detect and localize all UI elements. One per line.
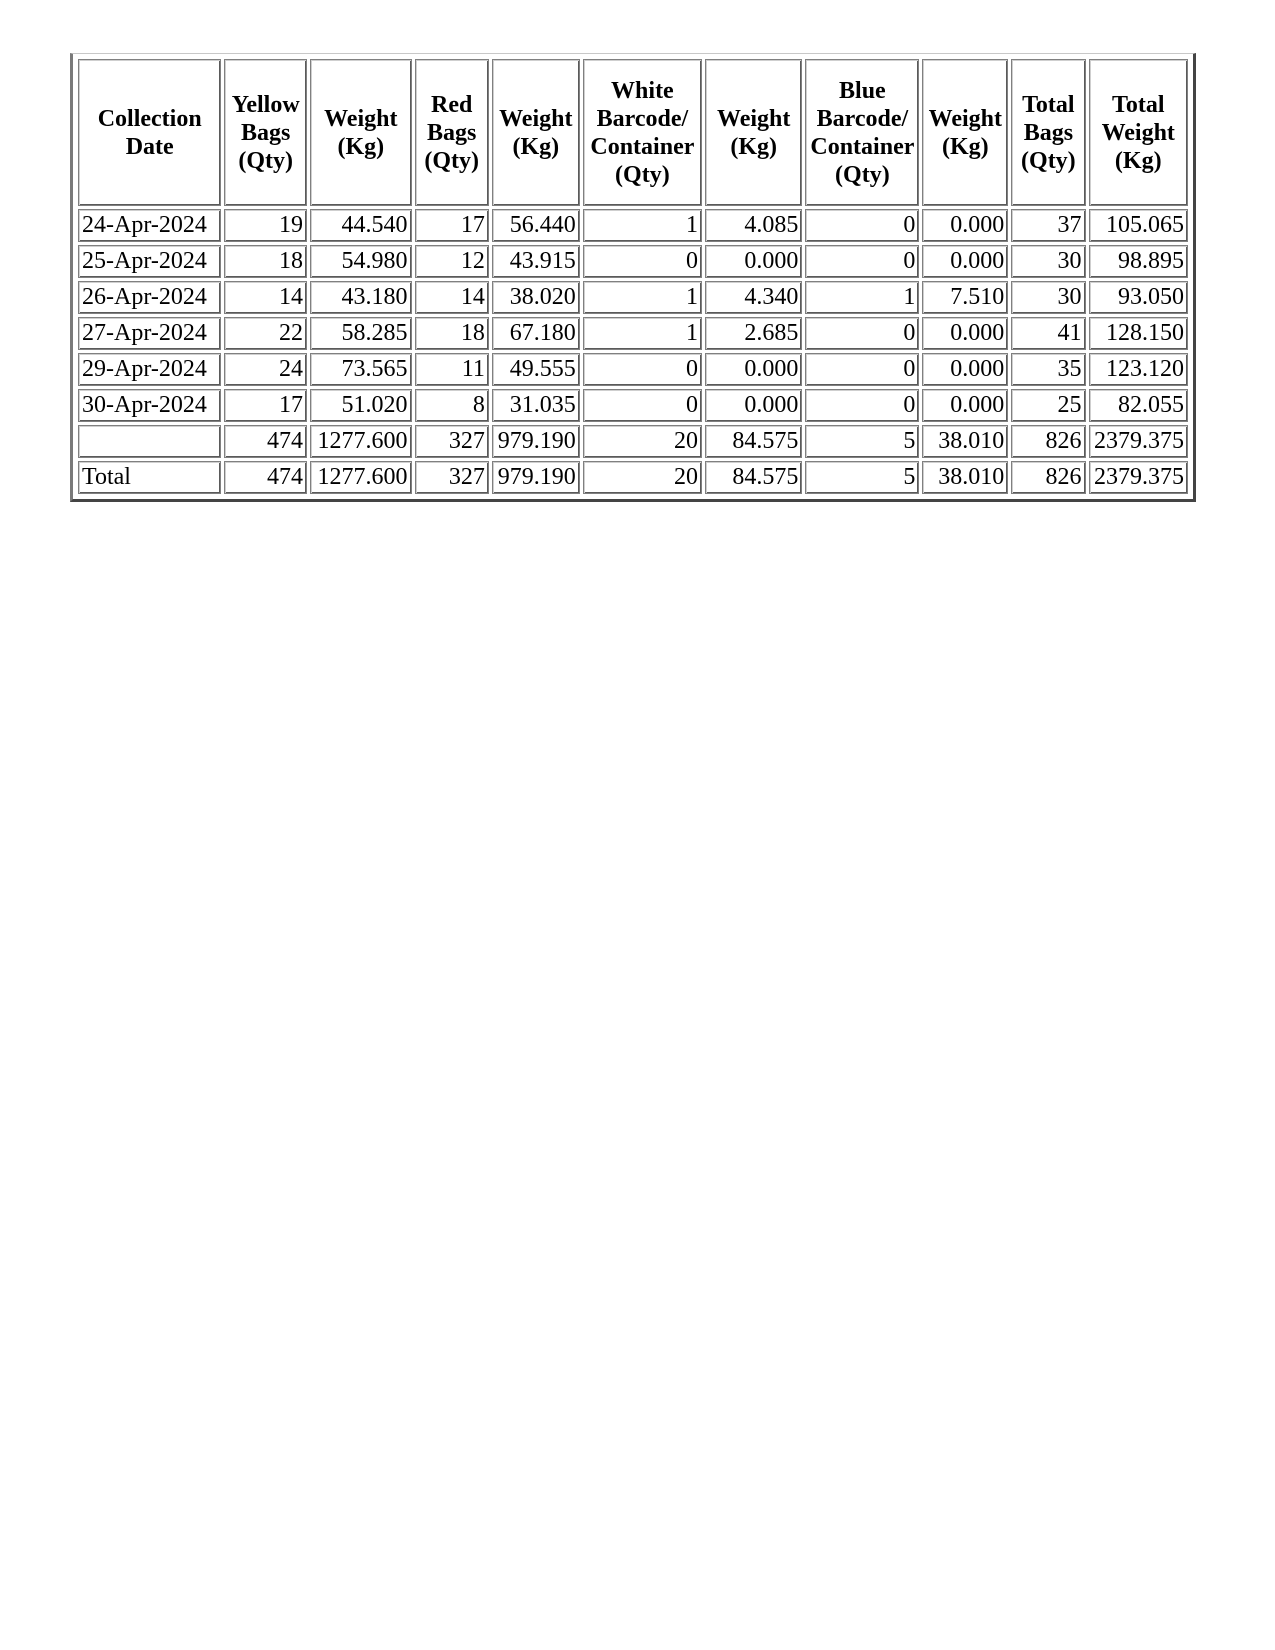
cell-red-bags: 8	[415, 389, 489, 422]
cell-white-container: 0	[583, 245, 702, 278]
cell-yellow-bags: 18	[224, 245, 307, 278]
cell-blue-weight: 0.000	[922, 389, 1008, 422]
cell-total-bags: 30	[1011, 245, 1085, 278]
cell-yellow-weight: 58.285	[310, 317, 412, 350]
cell-collection-date: Total	[78, 461, 221, 494]
cell-white-container: 20	[583, 461, 702, 494]
cell-collection-date: 27-Apr-2024	[78, 317, 221, 350]
cell-collection-date	[78, 425, 221, 458]
cell-white-weight: 2.685	[705, 317, 802, 350]
collection-report-table	[75, 56, 1191, 497]
cell-blue-container: 0	[805, 317, 919, 350]
cell-yellow-weight: 54.980	[310, 245, 412, 278]
header-yellow-weight: Weight (Kg)	[310, 59, 412, 206]
cell-collection-date: 30-Apr-2024	[78, 389, 221, 422]
cell-white-weight: 4.340	[705, 281, 802, 314]
cell-white-weight: 0.000	[705, 389, 802, 422]
cell-total-bags: 37	[1011, 209, 1085, 242]
cell-white-container: 1	[583, 209, 702, 242]
cell-total-bags: 826	[1011, 425, 1085, 458]
cell-red-weight: 49.555	[492, 353, 580, 386]
cell-white-container: 20	[583, 425, 702, 458]
table-row	[78, 245, 1188, 278]
cell-yellow-bags: 22	[224, 317, 307, 350]
cell-total-weight: 98.895	[1089, 245, 1188, 278]
cell-yellow-weight: 51.020	[310, 389, 412, 422]
cell-yellow-bags: 14	[224, 281, 307, 314]
header-collection-date: Collection Date	[78, 59, 221, 206]
table-row	[78, 461, 1188, 494]
cell-white-container: 0	[583, 389, 702, 422]
cell-red-weight: 67.180	[492, 317, 580, 350]
cell-total-weight: 105.065	[1089, 209, 1188, 242]
cell-yellow-weight: 1277.600	[310, 461, 412, 494]
header-white-container: White Barcode/ Container (Qty)	[583, 59, 702, 206]
cell-red-bags: 12	[415, 245, 489, 278]
cell-blue-weight: 7.510	[922, 281, 1008, 314]
cell-yellow-weight: 73.565	[310, 353, 412, 386]
header-total-bags: Total Bags (Qty)	[1011, 59, 1085, 206]
cell-total-weight: 2379.375	[1089, 425, 1188, 458]
cell-yellow-bags: 474	[224, 461, 307, 494]
cell-white-weight: 0.000	[705, 245, 802, 278]
cell-white-weight: 84.575	[705, 425, 802, 458]
cell-blue-weight: 38.010	[922, 461, 1008, 494]
cell-red-bags: 14	[415, 281, 489, 314]
cell-white-container: 1	[583, 281, 702, 314]
cell-white-weight: 0.000	[705, 353, 802, 386]
cell-blue-weight: 0.000	[922, 353, 1008, 386]
cell-red-weight: 43.915	[492, 245, 580, 278]
cell-total-bags: 30	[1011, 281, 1085, 314]
cell-red-bags: 18	[415, 317, 489, 350]
cell-white-container: 1	[583, 317, 702, 350]
collection-report-table-frame	[70, 53, 1196, 502]
cell-total-bags: 35	[1011, 353, 1085, 386]
header-blue-weight: Weight (Kg)	[922, 59, 1008, 206]
cell-blue-weight: 0.000	[922, 245, 1008, 278]
header-white-weight: Weight (Kg)	[705, 59, 802, 206]
cell-total-weight: 82.055	[1089, 389, 1188, 422]
cell-white-container: 0	[583, 353, 702, 386]
header-blue-container: Blue Barcode/ Container (Qty)	[805, 59, 919, 206]
cell-blue-weight: 0.000	[922, 317, 1008, 350]
cell-red-bags: 327	[415, 461, 489, 494]
cell-collection-date: 26-Apr-2024	[78, 281, 221, 314]
cell-yellow-weight: 44.540	[310, 209, 412, 242]
cell-yellow-weight: 1277.600	[310, 425, 412, 458]
cell-total-weight: 128.150	[1089, 317, 1188, 350]
report-body	[78, 209, 1188, 494]
table-row	[78, 281, 1188, 314]
cell-red-bags: 327	[415, 425, 489, 458]
cell-yellow-bags: 24	[224, 353, 307, 386]
table-row	[78, 317, 1188, 350]
cell-total-weight: 123.120	[1089, 353, 1188, 386]
cell-blue-weight: 38.010	[922, 425, 1008, 458]
cell-red-bags: 17	[415, 209, 489, 242]
cell-blue-container: 0	[805, 389, 919, 422]
cell-total-bags: 826	[1011, 461, 1085, 494]
cell-yellow-bags: 17	[224, 389, 307, 422]
cell-yellow-weight: 43.180	[310, 281, 412, 314]
header-red-weight: Weight (Kg)	[492, 59, 580, 206]
header-red-bags: Red Bags (Qty)	[415, 59, 489, 206]
cell-white-weight: 84.575	[705, 461, 802, 494]
cell-blue-container: 1	[805, 281, 919, 314]
cell-total-weight: 93.050	[1089, 281, 1188, 314]
cell-total-bags: 41	[1011, 317, 1085, 350]
table-row	[78, 353, 1188, 386]
cell-blue-container: 0	[805, 245, 919, 278]
cell-total-weight: 2379.375	[1089, 461, 1188, 494]
cell-blue-container: 0	[805, 353, 919, 386]
cell-blue-container: 5	[805, 461, 919, 494]
cell-total-bags: 25	[1011, 389, 1085, 422]
table-row	[78, 389, 1188, 422]
cell-red-weight: 38.020	[492, 281, 580, 314]
cell-collection-date: 24-Apr-2024	[78, 209, 221, 242]
cell-red-weight: 31.035	[492, 389, 580, 422]
cell-red-weight: 979.190	[492, 425, 580, 458]
header-total-weight: Total Weight (Kg)	[1089, 59, 1188, 206]
cell-blue-container: 0	[805, 209, 919, 242]
cell-red-bags: 11	[415, 353, 489, 386]
cell-blue-weight: 0.000	[922, 209, 1008, 242]
table-row	[78, 209, 1188, 242]
cell-yellow-bags: 19	[224, 209, 307, 242]
cell-red-weight: 979.190	[492, 461, 580, 494]
header-yellow-bags: Yellow Bags (Qty)	[224, 59, 307, 206]
table-row	[78, 425, 1188, 458]
cell-white-weight: 4.085	[705, 209, 802, 242]
header-row	[78, 59, 1188, 206]
cell-blue-container: 5	[805, 425, 919, 458]
cell-collection-date: 29-Apr-2024	[78, 353, 221, 386]
cell-yellow-bags: 474	[224, 425, 307, 458]
cell-collection-date: 25-Apr-2024	[78, 245, 221, 278]
cell-red-weight: 56.440	[492, 209, 580, 242]
